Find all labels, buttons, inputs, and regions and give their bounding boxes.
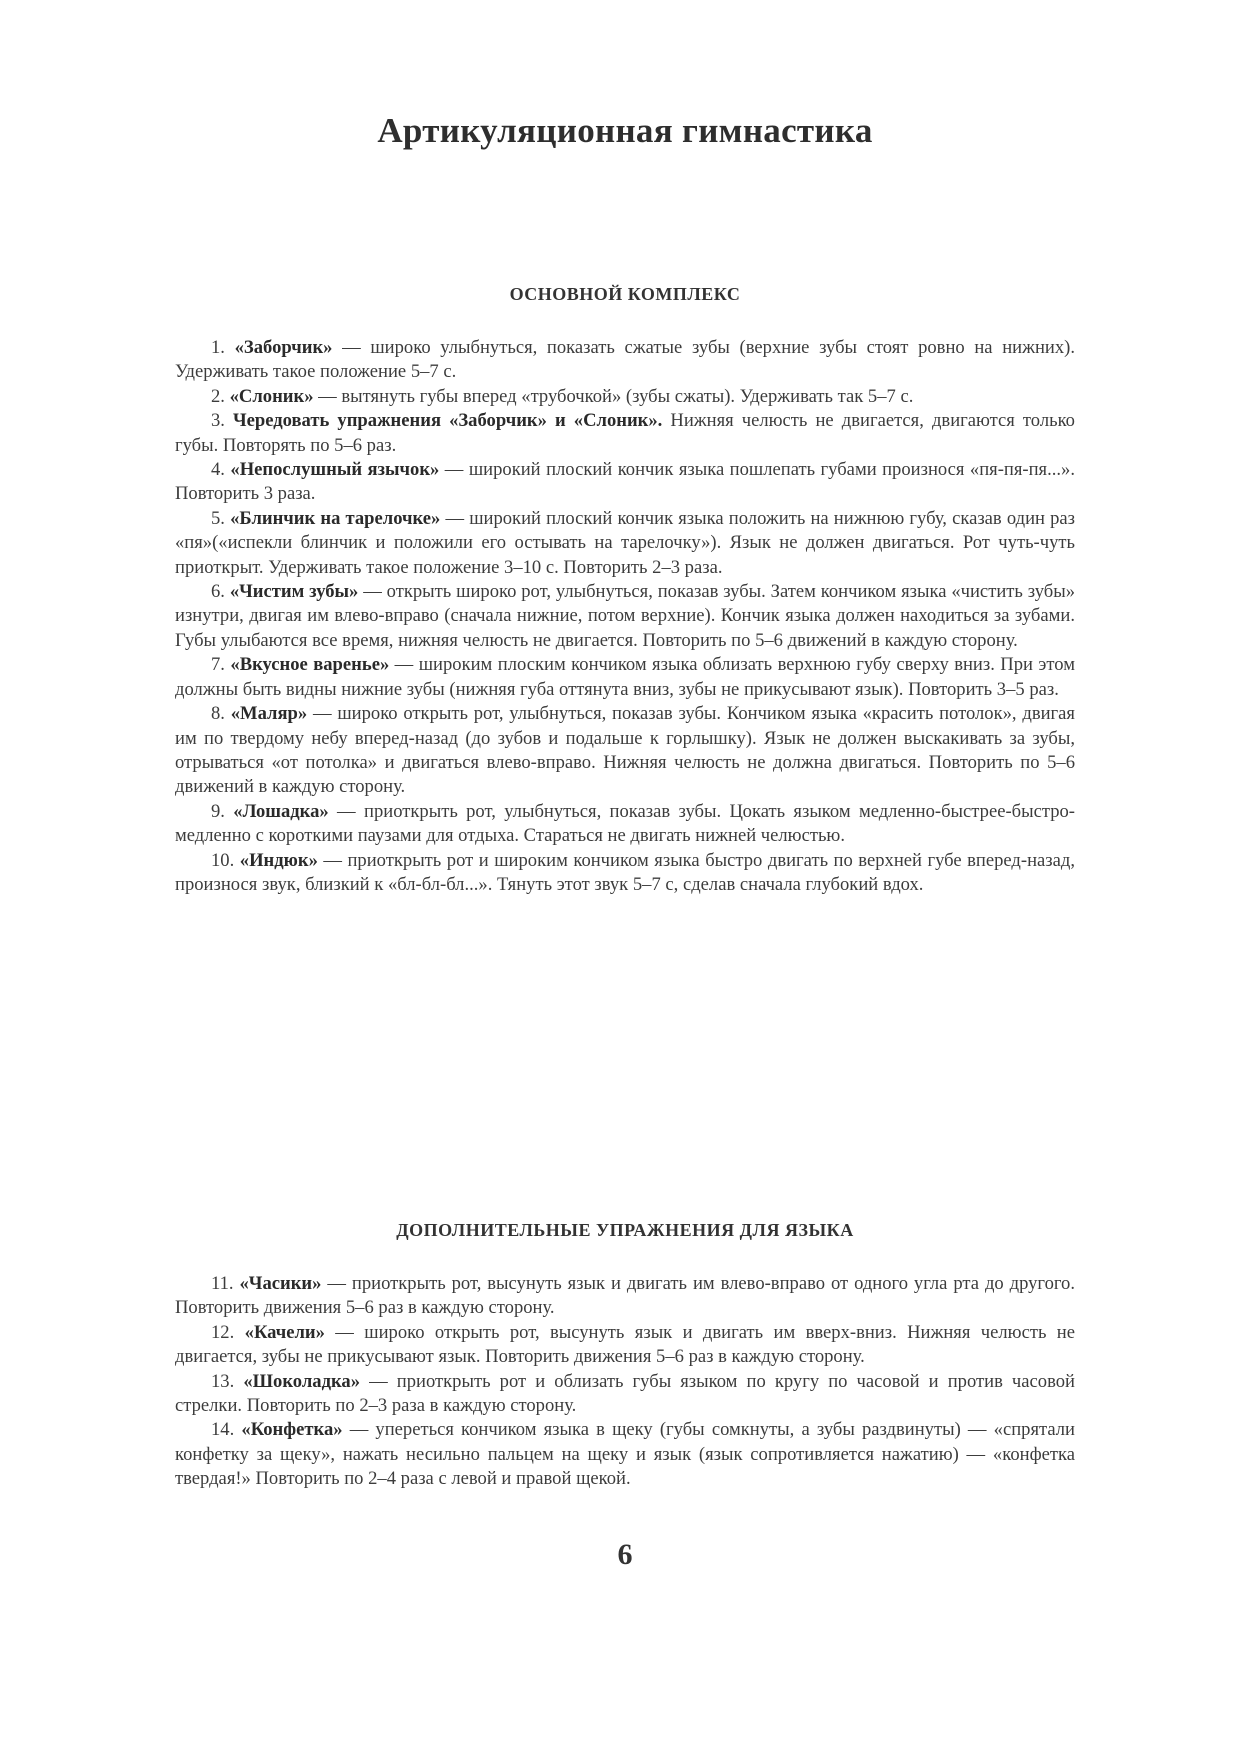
page-title: Артикуляционная гимнастика [377, 111, 873, 151]
page-number: 6 [617, 1538, 633, 1571]
section-heading-main: ОСНОВНОЙ КОМПЛЕКС [509, 284, 741, 304]
exercise-item: 12. «Качели» — широко открыть рот, высунуть язык и двигать им вверх-вниз. Нижняя челюсть не двигается, зубы не прикусывают язык. Повторить движения 5–6 раз в каждую сторону. [175, 1321, 1076, 1368]
exercise-item: 13. «Шоколадка» — приоткрыть рот и облизать губы языком по кругу по часовой и против часовой стрелки. Повторить по 2–3 раза в каждую сторону. [175, 1370, 1075, 1417]
exercise-item: 8. «Маляр» — широко открыть рот, улыбнуться, показав зубы. Кончиком языка «красить потолок», двигая им по твердому небу вперед-назад (до зубов и подальше к горлышку). Язык не должен выскакивать за зубы, отрываться «от потолка» и двигаться влево-вправо. Нижняя челюсть не должна двигаться. Повторить по 5–6 движений в каждую сторону. [175, 703, 1075, 798]
exercise-item: 9. «Лошадка» — приоткрыть рот, улыбнуться, показав зубы. Цокать языком медленно-быстрее-быстро-медленно с короткими паузами для отдыха. Стараться не двигать нижней челюстью. [175, 800, 1075, 847]
exercise-item: 3. Чередовать упражнения «Заборчик» и «Слоник». Нижняя челюсть не двигается, двигаются только губы. Повторять по 5–6 раз. [175, 410, 1075, 456]
exercise-item: 7. «Вкусное варенье» — широким плоским кончиком языка облизать верхнюю губу сверху вниз. При этом должны быть видны нижние зубы (нижняя губа оттянута вниз, зубы не прикусывают язык). Повторить 3–5 раз. [175, 654, 1075, 700]
section-heading-additional: ДОПОЛНИТЕЛЬНЫЕ УПРАЖНЕНИЯ ДЛЯ ЯЗЫКА [396, 1220, 854, 1240]
exercise-item: 1. «Заборчик» — широко улыбнуться, показать сжатые зубы (верхние зубы стоят ровно на нижних). Удерживать такое положение 5–7 с. [175, 337, 1075, 383]
exercise-item: 2. «Слоник» — вытянуть губы вперед «трубочкой» (зубы сжаты). Удерживать так 5–7 с. [211, 385, 914, 407]
exercise-item: 14. «Конфетка» — упереться кончиком языка в щеку (губы сомкнуты, а зубы раздвинуты) — «спрятали конфетку за щеку», нажать несильно пальцем на щеку и язык (язык сопротивляется нажатию) — «конфетка твердая!» Повторить по 2–4 раза с левой и правой щекой. [175, 1419, 1075, 1490]
exercise-item: 4. «Непослушный язычок» — широкий плоский кончик языка пошлепать губами произнося «пя-пя-пя...». Повторить 3 раза. [175, 459, 1075, 505]
exercise-item: 6. «Чистим зубы» — открыть широко рот, улыбнуться, показав зубы. Затем кончиком языка «чистить зубы» изнутри, двигая им влево-вправо (сначала нижние, потом верхние). Кончик языка должен находиться за зубами. Губы улыбаются все время, нижняя челюсть не двигается. Повторить по 5–6 движений в каждую сторону. [175, 581, 1075, 651]
section-main-complex [175, 336, 1075, 897]
exercise-item: 11. «Часики» — приоткрыть рот, высунуть язык и двигать им влево-вправо от одного угла рта до другого. Повторить движения 5–6 раз в каждую сторону. [175, 1273, 1076, 1319]
exercise-item: 5. «Блинчик на тарелочке» — широкий плоский кончик языка положить на нижнюю губу, сказав один раз «пя»(«испекли блинчик и положили его остывать на тарелочку»). Язык не должен двигаться. Рот чуть-чуть приоткрыт. Удерживать такое положение 3–10 с. Повторить 2–3 раза. [175, 507, 1076, 578]
exercise-item: 10. «Индюк» — приоткрыть рот и широким кончиком языка быстро двигать по верхней губе вперед-назад, произнося звук, близкий к «бл-бл-бл...». Тянуть этот звук 5–7 с, сделав сначала глубокий вдох. [175, 849, 1075, 895]
section-additional-exercises [175, 1272, 1075, 1492]
